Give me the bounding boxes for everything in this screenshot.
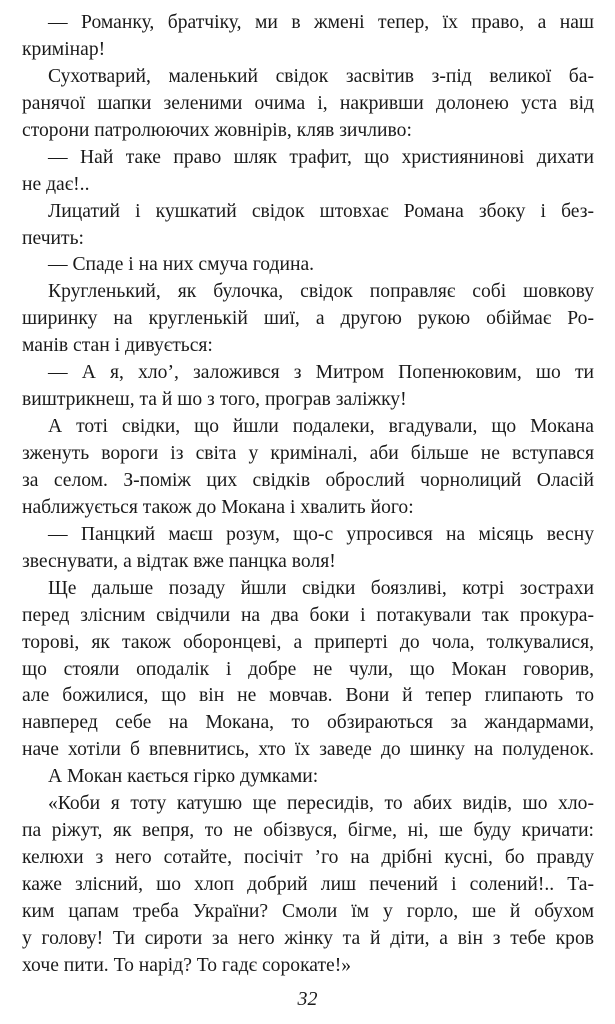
text-line: торові, як також оборонцеві, а приперті до чола, толкувалися, [22,631,594,653]
text-line: не дає!.. [22,173,90,195]
text-line: Лицатий і кушкатий свідок штовхає Романа збоку і без- [48,200,594,222]
text-line: ранячої шапки зеленими очима і, накривши долонею уста від [22,92,594,114]
text-line: Сухотварий, маленький свідок засвітив з-під великої ба- [48,65,594,87]
text-line: Ще дальше позаду йшли свідки боязливі, котрі зострахи [48,577,594,599]
body-text [22,10,594,980]
text-line: кримінар! [22,38,106,60]
text-line: келюхи з него сотайте, посічіт ’го на дрібні кусні, бо правду [22,847,594,869]
text-line: виштрикнеш, та й шо з того, програв заліжку! [22,389,407,411]
text-line: па ріжут, як вепря, то не обізвуся, бігме, ні, ше буду кричати: [22,820,594,842]
text-line: зженуть вороги із світа у криміналі, аби більше не вступався [22,443,594,464]
text-line: наближується також до Мокана і хвалить його: [22,496,414,518]
page-number: 32 [297,988,318,1010]
text-line: але божилися, що він не мовчав. Вони й тепер глипають то [22,685,594,707]
text-line: Кругленький, як булочка, свідок поправляє собі шовкову [48,281,594,303]
text-line: А тоті свідки, що йшли подалеки, вгадували, що Мокана [48,416,594,438]
text-line: печить: [22,227,84,249]
text-line: А Мокан кається гірко думками: [48,766,319,788]
text-line: ким цапам треба України? Смоли їм у горло, ше й обухом [22,900,594,922]
text-line: наче хотіли б впевнитись, хто їх заведе до шинку на полуденок. [22,739,594,761]
text-line: — А я, хло’, заложився з Митром Попенюковим, шо ти [48,362,594,384]
text-line: у голову! Ти сироти за него жінку та й діти, а він з тебе кров [22,927,594,949]
text-line: каже злісний, шо хлоп добрий лиш печений і солений!.. Та- [22,874,594,895]
text-line: перед злісним свідчили на два боки і потакували так прокура- [22,604,594,626]
text-line: хоче пити. То нарід? То гадє сорокате!» [22,954,352,976]
text-line: — Панцкий маєш розум, що-с упросився на місяць весну [48,523,594,545]
text-line: за селом. З-поміж цих свідків оброслий чорнолиций Оласій [22,469,594,491]
text-line: звеснувати, а відтак вже панцка воля! [22,550,336,572]
text-line: сторони патролюючих жовнірів, кляв зичливо: [22,119,412,141]
text-line: навперед себе на Мокана, то обзираються за жандармами, [22,712,594,734]
text-line: що стояли оподалік і добре не чули, що Мокан говорив, [22,658,594,680]
text-line: — Романку, братчіку, ми в жмені тепер, їх право, а наш [48,12,594,33]
text-line: — Спаде і на них смуча година. [48,254,315,276]
text-line: «Коби я тоту катушю ще пересидів, то абих видів, шо хло- [48,793,594,815]
text-line: — Най таке право шляк трафит, що християнинові дихати [48,146,594,168]
text-line: манів стан і дивується: [22,335,213,357]
text-line: ширинку на кругленькій шиї, а другою рукою обіймає Ро- [22,308,594,330]
